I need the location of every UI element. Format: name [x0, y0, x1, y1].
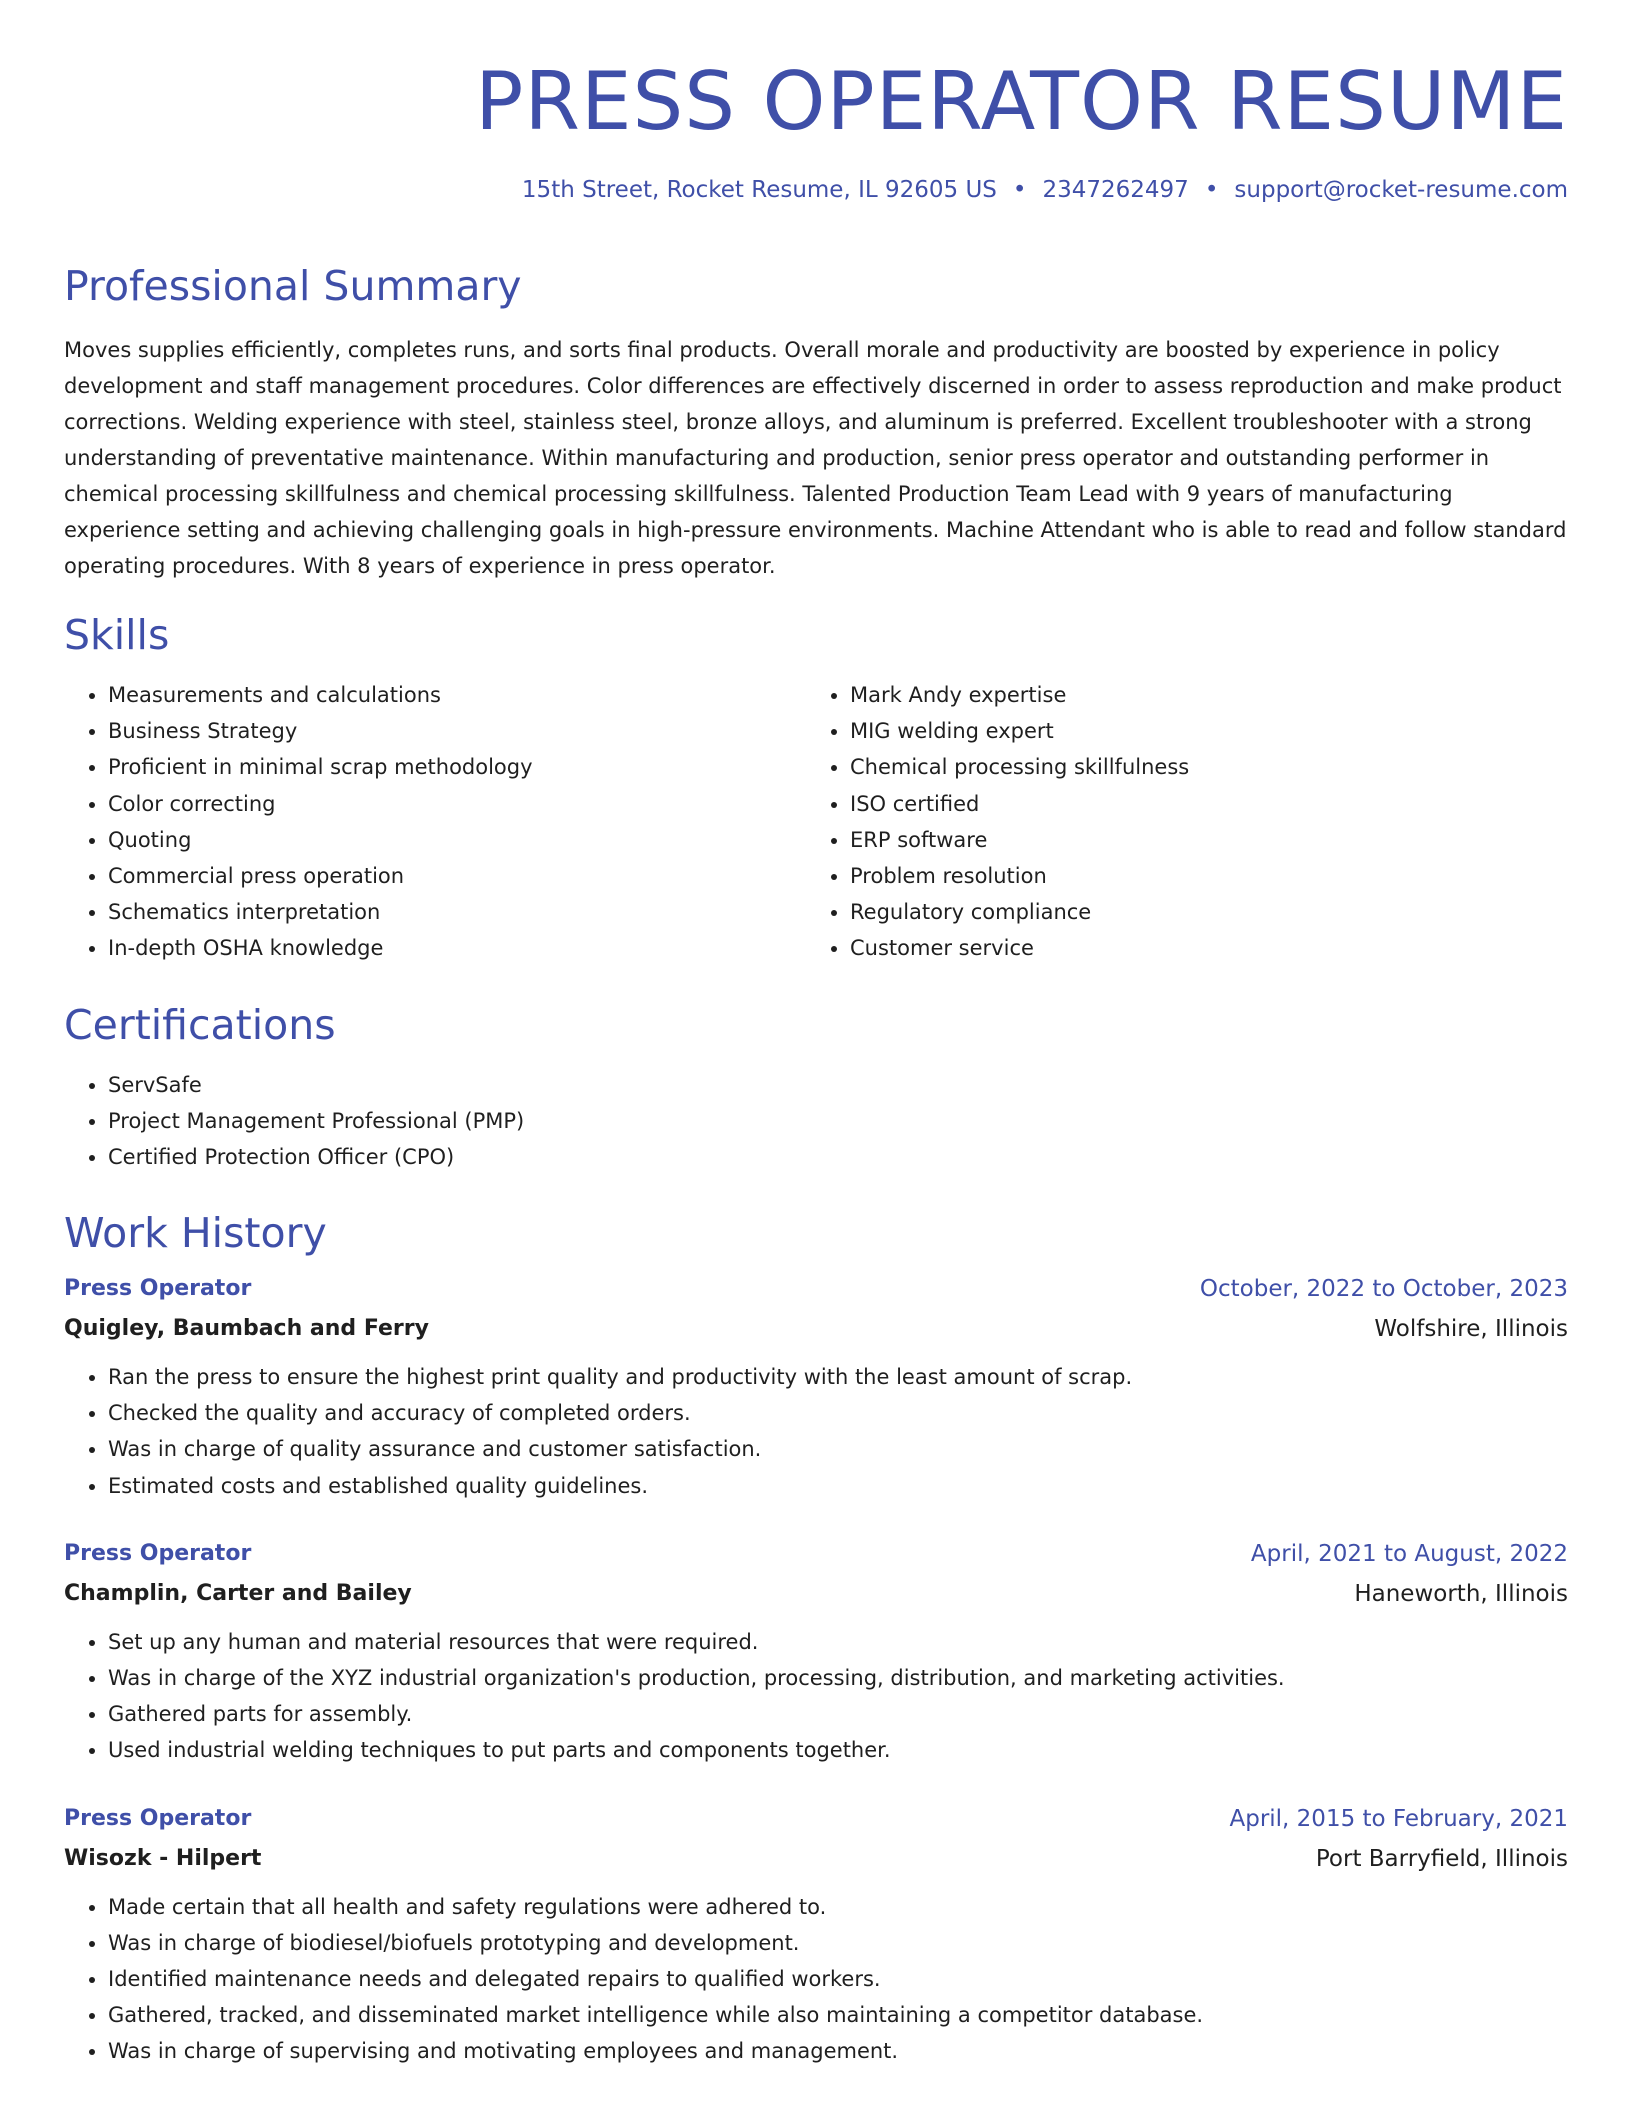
contact-separator: • [1012, 177, 1027, 203]
job-location: Port Barryfield, Illinois [1315, 1845, 1568, 1872]
skill-item: • Business Strategy [108, 713, 806, 749]
job-bullet: • Was in charge of supervising and motivating employees and management. [108, 2033, 1568, 2069]
job-company: Quigley, Baumbach and Ferry [64, 1316, 429, 1341]
skill-item: • Problem resolution [850, 858, 1548, 894]
skill-item: • Schematics interpretation [108, 894, 806, 930]
resume-title: PRESS OPERATOR RESUME [475, 55, 1568, 148]
skills-section [64, 607, 1568, 967]
skill-item: • Measurements and calculations [108, 677, 806, 713]
job-bullet: • Used industrial welding techniques to put parts and components together. [108, 1732, 1568, 1768]
jobs-list [64, 1269, 1568, 2070]
certification-item: • Certified Protection Officer (CPO) [108, 1139, 1568, 1175]
skill-item: • Chemical processing skillfulness [850, 749, 1548, 785]
job-bullet: • Was in charge of quality assurance and customer satisfaction. [108, 1431, 1568, 1467]
job-bullet: • Checked the quality and accuracy of completed orders. [108, 1395, 1568, 1431]
skill-item: • In-depth OSHA knowledge [108, 930, 806, 966]
job-dates: October, 2022 to October, 2023 [1199, 1276, 1568, 1302]
job-entry [64, 1799, 1568, 2070]
summary-section [64, 258, 1568, 584]
skill-item: • Regulatory compliance [850, 894, 1548, 930]
job-dates: April, 2021 to August, 2022 [1250, 1540, 1568, 1567]
contact-line [64, 172, 1568, 208]
job-bullet: • Made certain that all health and safety regulations were adhered to. [108, 1889, 1568, 1925]
skill-item: • Customer service [850, 930, 1548, 966]
skill-item: • Quoting [108, 822, 806, 858]
certifications-section [64, 997, 1568, 1176]
skill-item: • Mark Andy expertise [850, 677, 1548, 713]
job-bullet: • Identified maintenance needs and delegated repairs to qualified workers. [108, 1961, 1568, 1997]
job-bullet: • Gathered, tracked, and disseminated market intelligence while also maintaining a competitor database. [108, 1997, 1568, 2033]
contact-separator: • [1204, 177, 1219, 203]
job-header-row [64, 1269, 1568, 1309]
job-bullets [64, 1889, 1568, 2070]
summary-text: Moves supplies efficiently, completes runs, and sorts final products. Overall morale and productivity are boosted by experience in policy development and staff management procedures. Color differences are effectively discerned in order to assess reproduction and make product corrections. Welding experience with steel, stainless steel, bronze alloys, and aluminum is preferred. Excellent troubleshooter with a strong understanding of preventative maintenance. Within manufacturing and production, senior press operator and outstanding performer in chemical processing skillfulness and chemical processing skillfulness. Talented Production Team Lead with 9 years of manufacturing experience setting and achieving challenging goals in high-pressure environments. Machine Attendant who is able to read and follow standard operating procedures. With 8 years of experience in press operator. [64, 338, 1567, 578]
job-company: Champlin, Carter and Bailey [64, 1580, 412, 1606]
skills-heading: Skills [64, 611, 170, 659]
contact-email[interactable]: support@rocket-resume.com [1234, 177, 1568, 203]
skills-list-left [64, 677, 806, 967]
skill-item: • ISO certified [850, 786, 1548, 822]
job-company-row [64, 1839, 1568, 1879]
job-header-row [64, 1799, 1568, 1839]
job-bullets [64, 1359, 1568, 1504]
job-bullet: • Was in charge of the XYZ industrial organization's production, processing, distribution, and marketing activities. [108, 1660, 1568, 1696]
skills-grid [64, 677, 1568, 967]
job-company-row [64, 1309, 1568, 1349]
job-location: Haneworth, Illinois [1354, 1580, 1568, 1607]
certification-item: • ServSafe [108, 1067, 1568, 1103]
certifications-list [64, 1067, 1568, 1176]
job-entry [64, 1534, 1568, 1769]
summary-heading: Professional Summary [64, 262, 522, 310]
work-history-section [64, 1205, 1568, 2070]
skills-list-right [806, 677, 1548, 967]
certifications-heading: Certifications [64, 1001, 336, 1049]
skill-item: • Proficient in minimal scrap methodology [108, 749, 806, 785]
job-header-row [64, 1534, 1568, 1574]
skills-column-left [64, 677, 806, 967]
job-bullets [64, 1624, 1568, 1769]
work-history-heading: Work History [64, 1209, 327, 1257]
contact-phone: 2347262497 [1042, 177, 1189, 203]
job-company-row [64, 1574, 1568, 1614]
certification-item: • Project Management Professional (PMP) [108, 1103, 1568, 1139]
skill-item: • Color correcting [108, 786, 806, 822]
job-title: Press Operator [64, 1805, 252, 1831]
contact-address: 15th Street, Rocket Resume, IL 92605 US [521, 177, 997, 203]
skill-item: • ERP software [850, 822, 1548, 858]
resume-page [64, 0, 1568, 2064]
job-company: Wisozk - Hilpert [64, 1845, 262, 1871]
skills-column-right [806, 677, 1548, 967]
skill-item: • Commercial press operation [108, 858, 806, 894]
job-bullet: • Estimated costs and established quality guidelines. [108, 1468, 1568, 1504]
job-bullet: • Set up any human and material resources that were required. [108, 1624, 1568, 1660]
job-location: Wolfshire, Illinois [1374, 1316, 1568, 1342]
job-bullet: • Ran the press to ensure the highest print quality and productivity with the least amount of scrap. [108, 1359, 1568, 1395]
skill-item: • MIG welding expert [850, 713, 1548, 749]
job-bullet: • Was in charge of biodiesel/biofuels prototyping and development. [108, 1925, 1568, 1961]
job-title: Press Operator [64, 1540, 252, 1566]
job-title: Press Operator [64, 1276, 252, 1301]
job-entry [64, 1269, 1568, 1504]
job-bullet: • Gathered parts for assembly. [108, 1696, 1568, 1732]
job-dates: April, 2015 to February, 2021 [1229, 1805, 1568, 1832]
